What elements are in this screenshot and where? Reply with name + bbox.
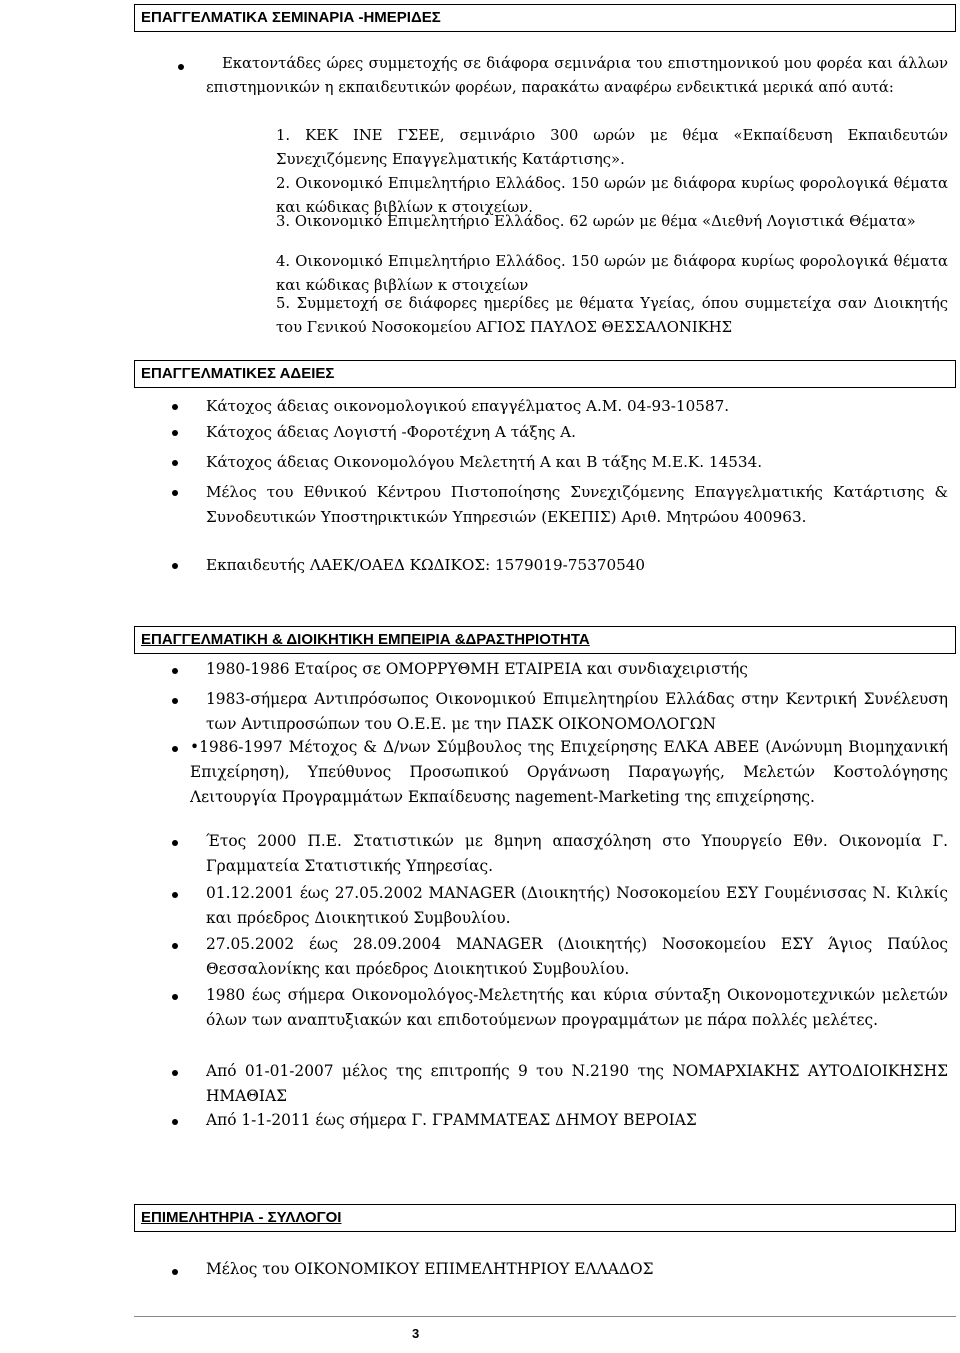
section-heading-chambers bbox=[134, 1204, 956, 1232]
item-number: 4. bbox=[276, 253, 291, 270]
item-text: ΚΕΚ ΙΝΕ ΓΣΕΕ, σεμινάριο 300 ωρών με θέμα «Εκπαίδευση Εκπαιδευτών Συνεχιζόμενης Επαγγελματικής Κατάρτισης». bbox=[276, 127, 948, 168]
experience-item: •1986-1997 Μέτοχος & Δ/νων Σύμβουλος της Επιχείρησης ΕΛΚΑ ΑΒΕΕ (Ανώνυμη Βιομηχανική Επιχείρηση), Υπεύθυνος Προσωπικού Οργάνωση Παραγωγής, Μελετών Κοστολόγησης Λειτουργία Προγραμμάτων Εκπαίδευσης nagement-Marketing της επιχείρησης. bbox=[190, 738, 948, 806]
page-number: 3 bbox=[412, 1326, 420, 1341]
bullet-icon bbox=[172, 994, 178, 1000]
item-text: Οικονομικό Επιμελητήριο Ελλάδος. 62 ωρών με θέμα «Διεθνή Λογιστικά Θέματα» bbox=[294, 213, 916, 230]
seminar-item-4 bbox=[276, 250, 948, 298]
bullet-icon bbox=[172, 892, 178, 898]
license-item: Εκπαιδευτής ΛΑΕΚ/ΟΑΕΔ ΚΩΔΙΚΟΣ: 1579019-75370540 bbox=[206, 556, 646, 574]
item-number: 5. bbox=[276, 295, 291, 312]
experience-item: Έτος 2000 Π.Ε. Στατιστικών με 8μηνη απασχόληση στο Υπουργείο Εθν. Οικονομία Γ. Γραμματεία Στατιστικής Υπηρεσίας. bbox=[206, 832, 948, 875]
experience-item: 1980 έως σήμερα Οικονομολόγος-Μελετητής και κύρια σύνταξη Οικονομοτεχνικών μελετών όλων των αναπτυξιακών και επιδοτούμενων προγραμμάτων με πάρα πολλές μελέτες. bbox=[206, 986, 948, 1029]
item-text: Οικονομικό Επιμελητήριο Ελλάδος. 150 ωρών με διάφορα κυρίως φορολογικά θέματα και κώδικας βιβλίων κ στοιχείων bbox=[276, 253, 948, 294]
bullet-icon bbox=[172, 1070, 178, 1076]
experience-item: 01.12.2001 έως 27.05.2002 MANAGER (Διοικητής) Νοσοκομείου ΕΣΥ Γουμένισσας Ν. Κιλκίς και πρόεδρος Διοικητικού Συμβουλίου. bbox=[206, 884, 948, 927]
item-text: Συμμετοχή σε διάφορες ημερίδες με θέματα Υγείας, όπου συμμετείχα σαν Διοικητής του Γενικού Νοσοκομείου ΑΓΙΟΣ ΠΑΥΛΟΣ ΘΕΣΣΑΛΟΝΙΚΗΣ bbox=[276, 295, 948, 336]
bullet-icon bbox=[172, 943, 178, 949]
license-item: Κάτοχος άδειας οικονομολογικού επαγγέλματος Α.Μ. 04-93-10587. bbox=[206, 397, 730, 415]
seminar-item-3 bbox=[276, 210, 948, 234]
bullet-icon bbox=[172, 460, 178, 466]
bullet-icon bbox=[172, 668, 178, 674]
bullet-icon bbox=[172, 563, 178, 569]
chamber-item: Μέλος του ΟΙΚΟΝΟΜΙΚΟΥ ΕΠΙΜΕΛΗΤΗΡΙΟΥ ΕΛΛΑΔΟΣ bbox=[206, 1260, 654, 1278]
experience-item: 1983-σήμερα Αντιπρόσωπος Οικονομικού Επιμελητηρίου Ελλάδας στην Κεντρική Συνέλευση των Αντιπροσώπων του Ο.Ε.Ε. με την ΠΑΣΚ ΟΙΚΟΝΟΜΟΛΟΓΩΝ bbox=[206, 690, 948, 733]
bullet-icon bbox=[172, 430, 178, 436]
item-text: Οικονομικό Επιμελητήριο Ελλάδος. 150 ωρών με διάφορα κυρίως φορολογικά θέματα και κώδικας βιβλίων κ στοιχείων. bbox=[276, 175, 948, 216]
seminar-item-5 bbox=[276, 292, 948, 340]
experience-item: Από 1-1-2011 έως σήμερα Γ. ΓΡΑΜΜΑΤΕΑΣ ΔΗΜΟΥ ΒΕΡΟΙΑΣ bbox=[206, 1111, 697, 1129]
heading-text: ΕΠΑΓΓΕΛΜΑΤΙΚΑ ΣΕΜΙΝΑΡΙΑ -ΗΜΕΡΙΔΕΣ bbox=[141, 9, 441, 26]
seminar-item-1 bbox=[276, 124, 948, 172]
item-number: 2. bbox=[276, 175, 291, 192]
bullet-icon bbox=[172, 698, 178, 704]
section-heading-seminars bbox=[134, 4, 956, 32]
license-item: Κάτοχος άδειας Οικονομολόγου Μελετητή Α και Β τάξης Μ.Ε.Κ. 14534. bbox=[206, 453, 763, 471]
bullet-icon bbox=[172, 840, 178, 846]
bullet-icon bbox=[178, 64, 184, 70]
license-item: Κάτοχος άδειας Λογιστή -Φοροτέχνη Α τάξης Α. bbox=[206, 423, 576, 441]
bullet-icon bbox=[172, 404, 178, 410]
bullet-icon bbox=[172, 1119, 178, 1125]
heading-text: ΕΠΑΓΓΕΛΜΑΤΙΚΗ & ΔΙΟΙΚΗΤΙΚΗ ΕΜΠΕΙΡΙΑ &ΔΡΑΣΤΗΡΙΟΤΗΤΑ bbox=[141, 631, 590, 648]
section-heading-experience bbox=[134, 626, 956, 654]
seminars-intro: Εκατοντάδες ώρες συμμετοχής σε διάφορα σεμινάρια του επιστημονικού μου φορέα και άλλων επιστημονικών η εκπαιδευτικών φορέων, παρακάτω αναφέρω ενδεικτικά μερικά από αυτά: bbox=[206, 55, 948, 96]
experience-item: Από 01-01-2007 μέλος της επιτροπής 9 του Ν.2190 της ΝΟΜΑΡΧΙΑΚΗΣ ΑΥΤΟΔΙΟΙΚΗΣΗΣ ΗΜΑΘΙΑΣ bbox=[206, 1062, 948, 1105]
bullet-icon bbox=[172, 746, 178, 752]
license-item: Μέλος του Εθνικού Κέντρου Πιστοποίησης Συνεχιζόμενης Επαγγελματικής Κατάρτισης & Συνοδευτικών Υποστηρικτικών Υπηρεσιών (ΕΚΕΠΙΣ) Αριθ. Μητρώου 400963. bbox=[206, 483, 948, 526]
bullet-icon bbox=[172, 1269, 178, 1275]
experience-item: 1980-1986 Εταίρος σε ΟΜΟΡΡΥΘΜΗ ΕΤΑΙΡΕΙΑ και συνδιαχειριστής bbox=[206, 660, 748, 678]
footer-divider bbox=[134, 1316, 956, 1317]
bullet-icon bbox=[172, 490, 178, 496]
item-number: 3. bbox=[276, 213, 291, 230]
heading-text: ΕΠΑΓΓΕΛΜΑΤΙΚΕΣ ΑΔΕΙΕΣ bbox=[141, 365, 335, 382]
experience-item: 27.05.2002 έως 28.09.2004 MANAGER (Διοικητής) Νοσοκομείου ΕΣΥ Άγιος Παύλος Θεσσαλονίκης και πρόεδρος Διοικητικού Συμβουλίου. bbox=[206, 935, 948, 978]
heading-text: ΕΠΙΜΕΛΗΤΗΡΙΑ - ΣΥΛΛΟΓΟΙ bbox=[141, 1209, 342, 1226]
section-heading-licenses bbox=[134, 360, 956, 388]
item-number: 1. bbox=[276, 127, 291, 144]
